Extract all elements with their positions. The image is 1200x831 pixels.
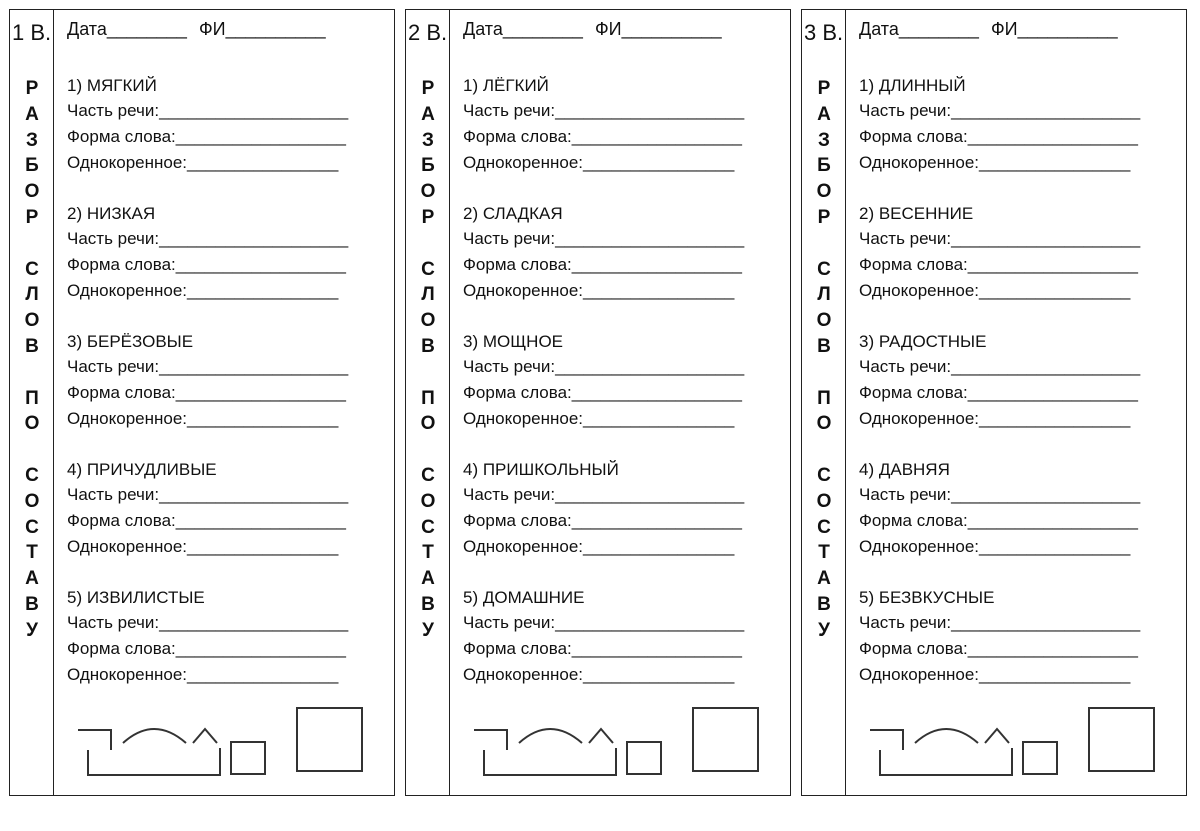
vertical-word [406,257,450,360]
vertical-letter: П [421,387,435,409]
date-field[interactable]: Дата________ [463,19,583,39]
word-form-field[interactable]: Форма слова:__________________ [67,127,346,146]
vertical-letter: А [25,568,39,590]
name-field[interactable]: ФИ__________ [990,19,1118,39]
vertical-letter: Р [421,206,435,228]
vertical-letter: О [420,413,436,435]
header-row [463,19,722,40]
word-title: 1) ДЛИННЫЙ [859,76,966,95]
cognate-field[interactable]: Однокоренное:________________ [859,665,1131,684]
vertical-letter: П [817,387,831,409]
cognate-field[interactable]: Однокоренное:________________ [67,537,339,556]
word-title: 2) СЛАДКАЯ [463,204,563,223]
variant-label: 3 В. [804,20,844,45]
word-task [463,329,744,432]
word-form-field[interactable]: Форма слова:__________________ [463,127,742,146]
vertical-letter: Л [421,284,435,306]
vertical-letter: С [25,516,39,538]
side-panel [406,10,450,795]
vertical-word [10,257,54,360]
word-task [859,329,1140,432]
part-of-speech-field[interactable]: Часть речи:____________________ [463,357,745,376]
vertical-letter: В [25,593,39,615]
part-of-speech-field[interactable]: Часть речи:____________________ [67,485,349,504]
cognate-field[interactable]: Однокоренное:________________ [859,153,1131,172]
part-of-speech-field[interactable]: Часть речи:____________________ [67,613,349,632]
cognate-field[interactable]: Однокоренное:________________ [463,153,735,172]
answer-box[interactable] [692,707,759,772]
vertical-letter: С [421,464,435,486]
vertical-letter: О [816,310,832,332]
part-of-speech-field[interactable]: Часть речи:____________________ [859,613,1141,632]
word-form-field[interactable]: Форма слова:__________________ [463,255,742,274]
vertical-letter: Б [817,155,831,177]
word-title: 5) ИЗВИЛИСТЫЕ [67,588,205,607]
date-field[interactable]: Дата________ [859,19,979,39]
vertical-letter: С [817,464,831,486]
part-of-speech-field[interactable]: Часть речи:____________________ [463,613,745,632]
vertical-letter: В [421,593,435,615]
worksheet-card-3 [801,9,1187,796]
word-form-field[interactable]: Форма слова:__________________ [67,255,346,274]
worksheet-main [846,10,1186,795]
word-task [859,585,1140,688]
vertical-letter: Р [817,206,831,228]
word-form-field[interactable]: Форма слова:__________________ [463,511,742,530]
worksheet-card-1 [9,9,395,796]
vertical-letter: С [817,258,831,280]
word-title: 3) МОЩНОЕ [463,332,563,351]
word-task [859,201,1140,304]
vertical-letter: У [818,619,830,641]
vertical-title [10,76,54,669]
vertical-letter: А [421,103,435,125]
vertical-letter: С [421,516,435,538]
word-form-field[interactable]: Форма слова:__________________ [859,511,1138,530]
worksheet-main [54,10,394,795]
vertical-letter: З [422,129,434,151]
word-task [463,201,744,304]
word-task [67,201,348,304]
cognate-field[interactable]: Однокоренное:________________ [67,153,339,172]
answer-box[interactable] [296,707,363,772]
vertical-letter: У [26,619,38,641]
cognate-field[interactable]: Однокоренное:________________ [67,281,339,300]
vertical-letter: У [422,619,434,641]
answer-box[interactable] [1088,707,1155,772]
morpheme-scheme-icon [474,705,674,780]
cognate-field[interactable]: Однокоренное:________________ [859,409,1131,428]
cognate-field[interactable]: Однокоренное:________________ [67,409,339,428]
vertical-word [802,463,846,644]
word-task [67,329,348,432]
word-task [463,73,744,176]
part-of-speech-field[interactable]: Часть речи:____________________ [859,485,1141,504]
vertical-letter: О [24,181,40,203]
morpheme-scheme-icon [78,705,278,780]
part-of-speech-field[interactable]: Часть речи:____________________ [859,101,1141,120]
word-form-field[interactable]: Форма слова:__________________ [67,639,346,658]
vertical-letter: Р [25,206,39,228]
word-list [67,73,348,713]
vertical-letter: С [817,516,831,538]
word-title: 4) ПРИШКОЛЬНЫЙ [463,460,619,479]
vertical-letter: С [25,258,39,280]
worksheet-card-2 [405,9,791,796]
vertical-letter: О [816,490,832,512]
cognate-field[interactable]: Однокоренное:________________ [859,537,1131,556]
vertical-letter: Т [422,542,434,564]
vertical-letter: Б [25,155,39,177]
vertical-letter: Б [421,155,435,177]
morpheme-scheme [474,705,674,785]
word-title: 3) РАДОСТНЫЕ [859,332,987,351]
cognate-field[interactable]: Однокоренное:________________ [67,665,339,684]
worksheet-main [450,10,790,795]
word-title: 5) ДОМАШНИЕ [463,588,585,607]
word-form-field[interactable]: Форма слова:__________________ [859,127,1138,146]
word-list [463,73,744,713]
part-of-speech-field[interactable]: Часть речи:____________________ [463,229,745,248]
name-field[interactable]: ФИ__________ [594,19,722,39]
part-of-speech-field[interactable]: Часть речи:____________________ [859,357,1141,376]
word-form-field[interactable]: Форма слова:__________________ [859,639,1138,658]
vertical-letter: З [26,129,38,151]
vertical-letter: В [817,335,831,357]
word-title: 3) БЕРЁЗОВЫЕ [67,332,194,351]
word-task [67,457,348,560]
vertical-word [406,463,450,644]
side-panel [10,10,54,795]
vertical-word [10,386,54,438]
vertical-letter: В [421,335,435,357]
word-form-field[interactable]: Форма слова:__________________ [859,255,1138,274]
vertical-letter: О [816,181,832,203]
word-title: 2) ВЕСЕННИЕ [859,204,974,223]
vertical-word [10,76,54,231]
vertical-letter: О [816,413,832,435]
word-title: 1) МЯГКИЙ [67,76,157,95]
vertical-letter: Р [25,78,39,99]
vertical-letter: С [421,258,435,280]
side-panel [802,10,846,795]
vertical-letter: В [25,335,39,357]
cognate-field[interactable]: Однокоренное:________________ [463,409,735,428]
vertical-letter: В [817,593,831,615]
word-form-field[interactable]: Форма слова:__________________ [463,639,742,658]
vertical-letter: О [420,310,436,332]
morpheme-scheme [870,705,1070,785]
morpheme-scheme-icon [870,705,1070,780]
part-of-speech-field[interactable]: Часть речи:____________________ [463,101,745,120]
vertical-letter: А [25,103,39,125]
name-field[interactable]: ФИ__________ [198,19,326,39]
word-task [67,73,348,176]
variant-label: 1 В. [12,20,52,45]
cognate-field[interactable]: Однокоренное:________________ [463,665,735,684]
word-form-field[interactable]: Форма слова:__________________ [67,511,346,530]
vertical-letter: Т [26,542,38,564]
vertical-letter: О [420,490,436,512]
word-task [463,585,744,688]
vertical-letter: А [421,568,435,590]
word-title: 4) ДАВНЯЯ [859,460,950,479]
word-task [859,73,1140,176]
header-row [67,19,326,40]
vertical-letter: С [25,464,39,486]
word-task [67,585,348,688]
morpheme-scheme [78,705,278,785]
vertical-title [406,76,450,669]
vertical-word [10,463,54,644]
vertical-letter: О [24,490,40,512]
vertical-letter: П [25,387,39,409]
part-of-speech-field[interactable]: Часть речи:____________________ [859,229,1141,248]
word-title: 2) НИЗКАЯ [67,204,156,223]
word-form-field[interactable]: Форма слова:__________________ [463,383,742,402]
vertical-letter: А [817,103,831,125]
vertical-letter: Р [421,78,435,99]
word-task [463,457,744,560]
vertical-word [406,76,450,231]
word-list [859,73,1140,713]
vertical-letter: О [420,181,436,203]
vertical-letter: Т [818,542,830,564]
variant-label: 2 В. [408,20,448,45]
vertical-title [802,76,846,669]
vertical-word [406,386,450,438]
cognate-field[interactable]: Однокоренное:________________ [463,537,735,556]
part-of-speech-field[interactable]: Часть речи:____________________ [67,229,349,248]
cognate-field[interactable]: Однокоренное:________________ [859,281,1131,300]
vertical-word [802,257,846,360]
vertical-letter: Р [817,78,831,99]
vertical-letter: Л [817,284,831,306]
cognate-field[interactable]: Однокоренное:________________ [463,281,735,300]
vertical-letter: Л [25,284,39,306]
part-of-speech-field[interactable]: Часть речи:____________________ [67,357,349,376]
word-title: 5) БЕЗВКУСНЫЕ [859,588,995,607]
vertical-word [802,76,846,231]
word-title: 1) ЛЁГКИЙ [463,76,549,95]
word-task [859,457,1140,560]
vertical-letter: А [817,568,831,590]
vertical-letter: О [24,310,40,332]
word-form-field[interactable]: Форма слова:__________________ [67,383,346,402]
date-field[interactable]: Дата________ [67,19,187,39]
word-title: 4) ПРИЧУДЛИВЫЕ [67,460,217,479]
word-form-field[interactable]: Форма слова:__________________ [859,383,1138,402]
part-of-speech-field[interactable]: Часть речи:____________________ [463,485,745,504]
header-row [859,19,1118,40]
part-of-speech-field[interactable]: Часть речи:____________________ [67,101,349,120]
vertical-letter: З [818,129,830,151]
vertical-letter: О [24,413,40,435]
vertical-word [802,386,846,438]
